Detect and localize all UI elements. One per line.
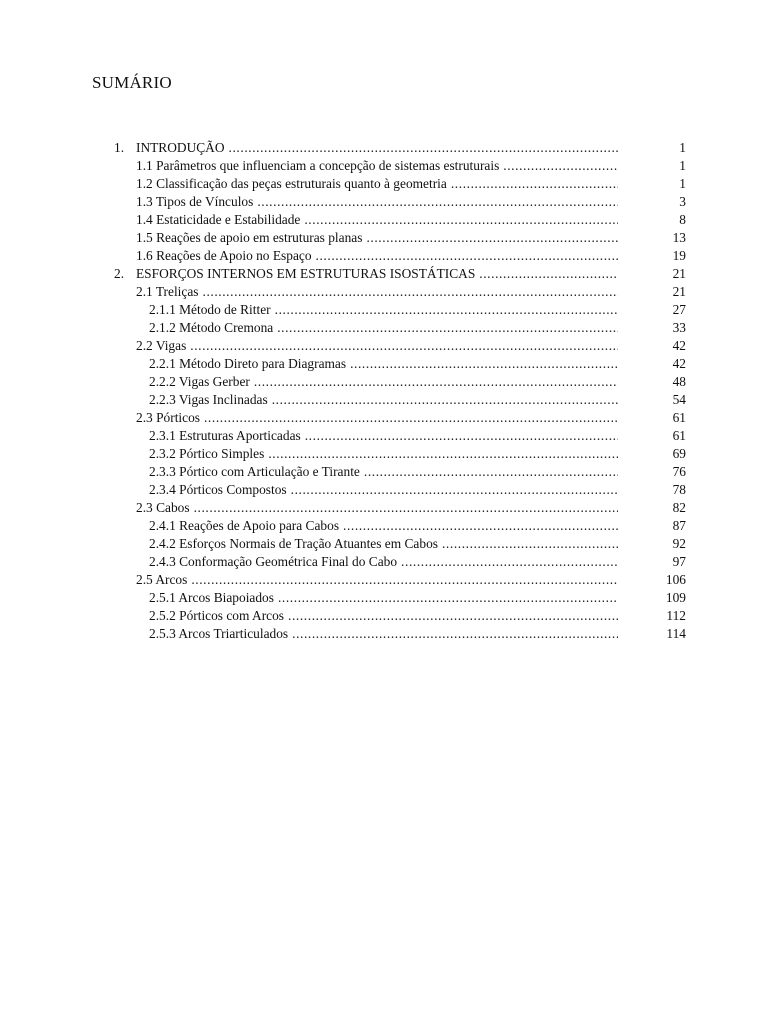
toc-dot-leader	[268, 445, 618, 463]
toc-entry-page-number: 27	[672, 302, 686, 317]
toc-entry[interactable]	[114, 211, 686, 229]
toc-dot-leader	[190, 337, 618, 355]
toc-entry[interactable]	[114, 175, 686, 193]
toc-entry[interactable]	[114, 337, 686, 355]
toc-entry-label: 2.1.1 Método de Ritter	[149, 301, 275, 319]
toc-entry-label: 2.2.1 Método Direto para Diagramas	[149, 355, 350, 373]
toc-entry-label: 2.4.2 Esforços Normais de Tração Atuantes em Cabos	[149, 535, 442, 553]
toc-entry-page-number: 109	[665, 590, 686, 605]
toc-dot-leader	[292, 625, 618, 643]
toc-entry-body	[136, 571, 618, 589]
toc-entry-label: 2.1.2 Método Cremona	[149, 319, 277, 337]
toc-entry-label: 2.4.1 Reações de Apoio para Cabos	[149, 517, 343, 535]
toc-entry-label: 2.3 Cabos	[136, 499, 194, 517]
toc-dot-leader	[275, 301, 618, 319]
toc-entry[interactable]	[114, 625, 686, 643]
toc-entry-body	[136, 193, 618, 211]
toc-entry-label: 2.2.2 Vigas Gerber	[149, 373, 254, 391]
toc-entry-label: INTRODUÇÃO	[136, 139, 229, 157]
toc-entry-page-number: 42	[672, 356, 686, 371]
toc-entry-body	[136, 229, 618, 247]
toc-entry-label: 2.3.3 Pórtico com Articulação e Tirante	[149, 463, 364, 481]
toc-entry-body	[136, 499, 618, 517]
toc-entry-label: 2.2.3 Vigas Inclinadas	[149, 391, 272, 409]
toc-entry-body	[149, 481, 618, 499]
toc-entry[interactable]	[114, 589, 686, 607]
toc-entry-body	[149, 625, 618, 643]
toc-dot-leader	[451, 175, 618, 193]
toc-entry-page-number: 114	[666, 626, 686, 641]
toc-entry-body	[149, 355, 618, 373]
toc-entry[interactable]	[114, 571, 686, 589]
toc-dot-leader	[254, 373, 618, 391]
toc-entry-body	[136, 247, 618, 265]
toc-entry-body	[149, 589, 618, 607]
toc-entry-label: 2.1 Treliças	[136, 283, 203, 301]
toc-entry[interactable]	[114, 193, 686, 211]
toc-entry[interactable]	[114, 409, 686, 427]
toc-entry-page-number: 82	[672, 500, 686, 515]
toc-dot-leader	[278, 589, 618, 607]
toc-entry-label: 1.2 Classificação das peças estruturais quanto à geometria	[136, 175, 451, 193]
toc-entry-label: 2.2 Vigas	[136, 337, 190, 355]
toc-entry-number: 1.	[114, 140, 125, 155]
toc-entry-page-number: 3	[679, 194, 686, 209]
table-of-contents	[114, 139, 686, 643]
toc-entry-page-number: 112	[666, 608, 686, 623]
toc-entry-page-number: 8	[679, 212, 686, 227]
toc-dot-leader	[288, 607, 618, 625]
toc-entry[interactable]	[114, 391, 686, 409]
toc-entry-label: 1.5 Reações de apoio em estruturas planas	[136, 229, 366, 247]
toc-entry[interactable]	[114, 607, 686, 625]
toc-entry-page-number: 92	[672, 536, 686, 551]
toc-entry-label: 2.5.3 Arcos Triarticulados	[149, 625, 292, 643]
toc-entry-label: 2.3.4 Pórticos Compostos	[149, 481, 291, 499]
toc-entry-label: 1.1 Parâmetros que influenciam a concepção de sistemas estruturais	[136, 157, 503, 175]
toc-entry-body	[149, 517, 618, 535]
toc-entry[interactable]	[114, 355, 686, 373]
toc-entry-body	[136, 337, 618, 355]
toc-entry-body	[149, 445, 618, 463]
toc-entry[interactable]	[114, 517, 686, 535]
toc-dot-leader	[364, 463, 618, 481]
toc-entry[interactable]	[114, 373, 686, 391]
toc-entry-page-number: 33	[672, 320, 686, 335]
toc-dot-leader	[366, 229, 618, 247]
toc-entry-label: 2.3.2 Pórtico Simples	[149, 445, 268, 463]
toc-entry[interactable]	[114, 247, 686, 265]
toc-entry-label: 1.4 Estaticidade e Estabilidade	[136, 211, 304, 229]
toc-dot-leader	[272, 391, 618, 409]
page-title: SUMÁRIO	[92, 73, 172, 92]
toc-entry[interactable]	[114, 553, 686, 571]
toc-entry-body	[149, 319, 618, 337]
toc-dot-leader	[350, 355, 618, 373]
toc-entry-label: 2.5 Arcos	[136, 571, 191, 589]
toc-entry-body	[136, 283, 618, 301]
toc-entry-page-number: 61	[672, 410, 686, 425]
toc-entry-page-number: 61	[672, 428, 686, 443]
toc-entry-page-number: 19	[672, 248, 686, 263]
toc-entry-label: 1.6 Reações de Apoio no Espaço	[136, 247, 316, 265]
toc-entry-body	[149, 463, 618, 481]
toc-dot-leader	[291, 481, 618, 499]
toc-entry-label: 2.5.2 Pórticos com Arcos	[149, 607, 288, 625]
toc-entry-body	[149, 553, 618, 571]
toc-dot-leader	[343, 517, 618, 535]
toc-entry-body	[149, 535, 618, 553]
toc-entry-number: 2.	[114, 266, 125, 281]
toc-dot-leader	[503, 157, 618, 175]
toc-entry[interactable]	[114, 319, 686, 337]
toc-entry-label: 1.3 Tipos de Vínculos	[136, 193, 257, 211]
toc-entry-page-number: 78	[672, 482, 686, 497]
toc-entry-body	[136, 175, 618, 193]
toc-entry-page-number: 42	[672, 338, 686, 353]
toc-entry-label: 2.3 Pórticos	[136, 409, 204, 427]
toc-entry[interactable]	[114, 499, 686, 517]
toc-entry[interactable]	[114, 535, 686, 553]
toc-entry[interactable]	[114, 481, 686, 499]
toc-entry-page-number: 1	[679, 176, 686, 191]
toc-entry-page-number: 106	[665, 572, 686, 587]
toc-dot-leader	[277, 319, 618, 337]
toc-entry-page-number: 54	[672, 392, 686, 407]
toc-entry-body	[149, 373, 618, 391]
toc-dot-leader	[194, 499, 618, 517]
toc-dot-leader	[479, 265, 618, 283]
toc-entry-page-number: 87	[672, 518, 686, 533]
toc-entry[interactable]	[114, 301, 686, 319]
toc-dot-leader	[229, 139, 618, 157]
toc-entry-body	[149, 607, 618, 625]
toc-entry-page-number: 97	[672, 554, 686, 569]
toc-entry-body	[136, 157, 618, 175]
toc-dot-leader	[305, 427, 618, 445]
toc-entry[interactable]	[114, 445, 686, 463]
toc-entry-body	[136, 409, 618, 427]
toc-entry[interactable]	[114, 157, 686, 175]
toc-entry-page-number: 69	[672, 446, 686, 461]
toc-entry-page-number: 13	[672, 230, 686, 245]
toc-entry[interactable]	[114, 283, 686, 301]
toc-entry[interactable]	[114, 229, 686, 247]
toc-entry-label: 2.4.3 Conformação Geométrica Final do Cabo	[149, 553, 401, 571]
toc-entry-body	[136, 139, 618, 157]
toc-entry-label: 2.3.1 Estruturas Aporticadas	[149, 427, 305, 445]
toc-entry-label: ESFORÇOS INTERNOS EM ESTRUTURAS ISOSTÁTICAS	[136, 265, 479, 283]
toc-entry[interactable]	[114, 265, 686, 283]
toc-entry-page-number: 1	[679, 140, 686, 155]
toc-dot-leader	[191, 571, 618, 589]
toc-entry-body	[136, 265, 618, 283]
toc-entry[interactable]	[114, 463, 686, 481]
toc-dot-leader	[316, 247, 618, 265]
toc-dot-leader	[442, 535, 618, 553]
toc-dot-leader	[257, 193, 618, 211]
toc-entry-body	[149, 391, 618, 409]
toc-entry-page-number: 21	[672, 266, 686, 281]
toc-dot-leader	[203, 283, 619, 301]
toc-entry-label: 2.5.1 Arcos Biapoiados	[149, 589, 278, 607]
toc-entry[interactable]	[114, 427, 686, 445]
toc-entry-page-number: 48	[672, 374, 686, 389]
toc-entry[interactable]	[114, 139, 686, 157]
toc-entry-page-number: 1	[679, 158, 686, 173]
toc-dot-leader	[304, 211, 618, 229]
toc-dot-leader	[204, 409, 618, 427]
toc-dot-leader	[401, 553, 618, 571]
toc-entry-page-number: 76	[672, 464, 686, 479]
toc-entry-body	[149, 301, 618, 319]
toc-entry-page-number: 21	[672, 284, 686, 299]
toc-entry-body	[136, 211, 618, 229]
toc-entry-body	[149, 427, 618, 445]
